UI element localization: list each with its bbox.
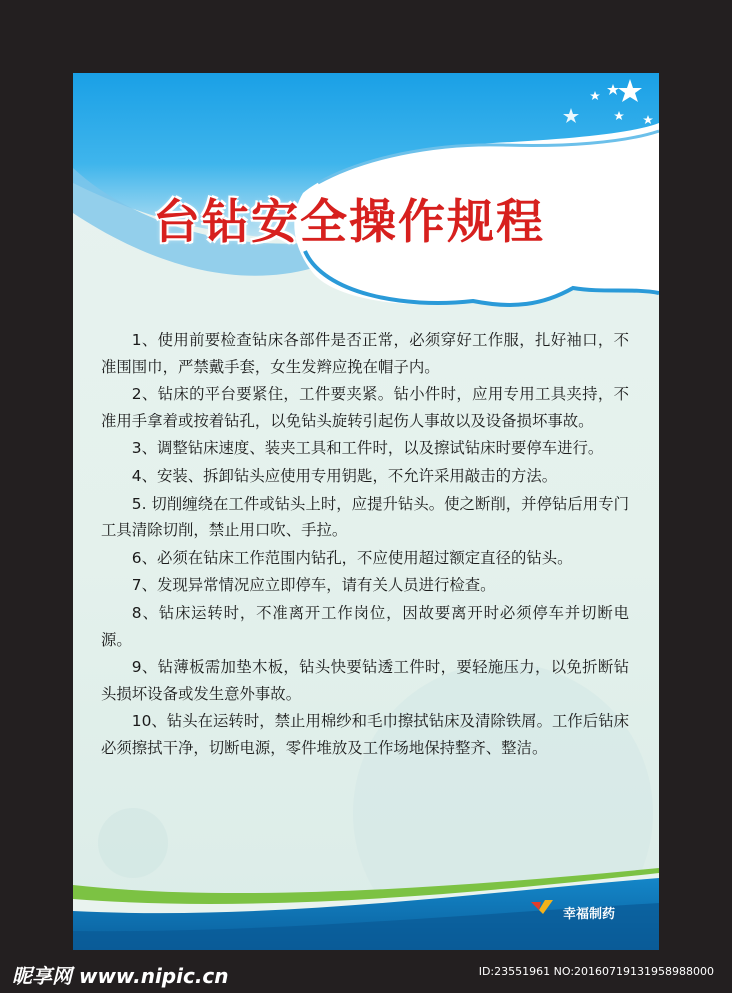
rule-item: 5. 切削缠绕在工件或钻头上时，应提升钻头。使之断削，并停钻后用专门工具清除切削，禁止用口吹、手拉。 [101, 494, 629, 540]
page-title: 台钻安全操作规程 [153, 195, 545, 250]
poster [73, 73, 659, 950]
watermark-text: 昵享网 www.nipic.cn [12, 964, 229, 988]
rule-item: 4、安装、拆卸钻头应使用专用钥匙，不允许采用敲击的方法。 [131, 466, 558, 485]
rule-item: 7、发现异常情况应立即停车，请有关人员进行检查。 [131, 576, 496, 595]
rule-item: 9、钻薄板需加垫木板，钻头快要钻透工件时，要轻施压力，以免折断钻头损坏设备或发生意外事故。 [101, 658, 629, 703]
rule-item: 1、使用前要检查钻床各部件是否正常，必须穿好工作服，扎好袖口，不准围围巾，严禁戴手套，女生发辫应挽在帽子内。 [101, 331, 629, 376]
rules-list [101, 327, 629, 763]
rule-item: 10、钻头在运转时，禁止用棉纱和毛巾擦拭钻床及清除铁屑。工作后钻床必须擦拭干净，切断电源，零件堆放及工作场地保持整齐、整洁。 [101, 712, 629, 757]
rule-item: 3、调整钻床速度、装夹工具和工件时，以及擦试钻床时要停车进行。 [131, 439, 604, 458]
rule-item: 8、钻床运转时，不准离开工作岗位，因故要离开时必须停车并切断电源。 [101, 603, 629, 649]
company-name: 幸福制药 [563, 906, 616, 922]
image-id-text: ID:23551961 NO:20160719131958988000 [478, 965, 714, 978]
rule-item: 6、必须在钻床工作范围内钻孔，不应使用超过额定直径的钻头。 [131, 548, 573, 567]
rule-item: 2、钻床的平台要紧住，工件要夹紧。钻小件时，应用专用工具夹持，不准用手拿着或按着钻孔，以免钻头旋转引起伤人事故以及设备损坏事故。 [101, 385, 629, 430]
company-logo [531, 903, 615, 921]
